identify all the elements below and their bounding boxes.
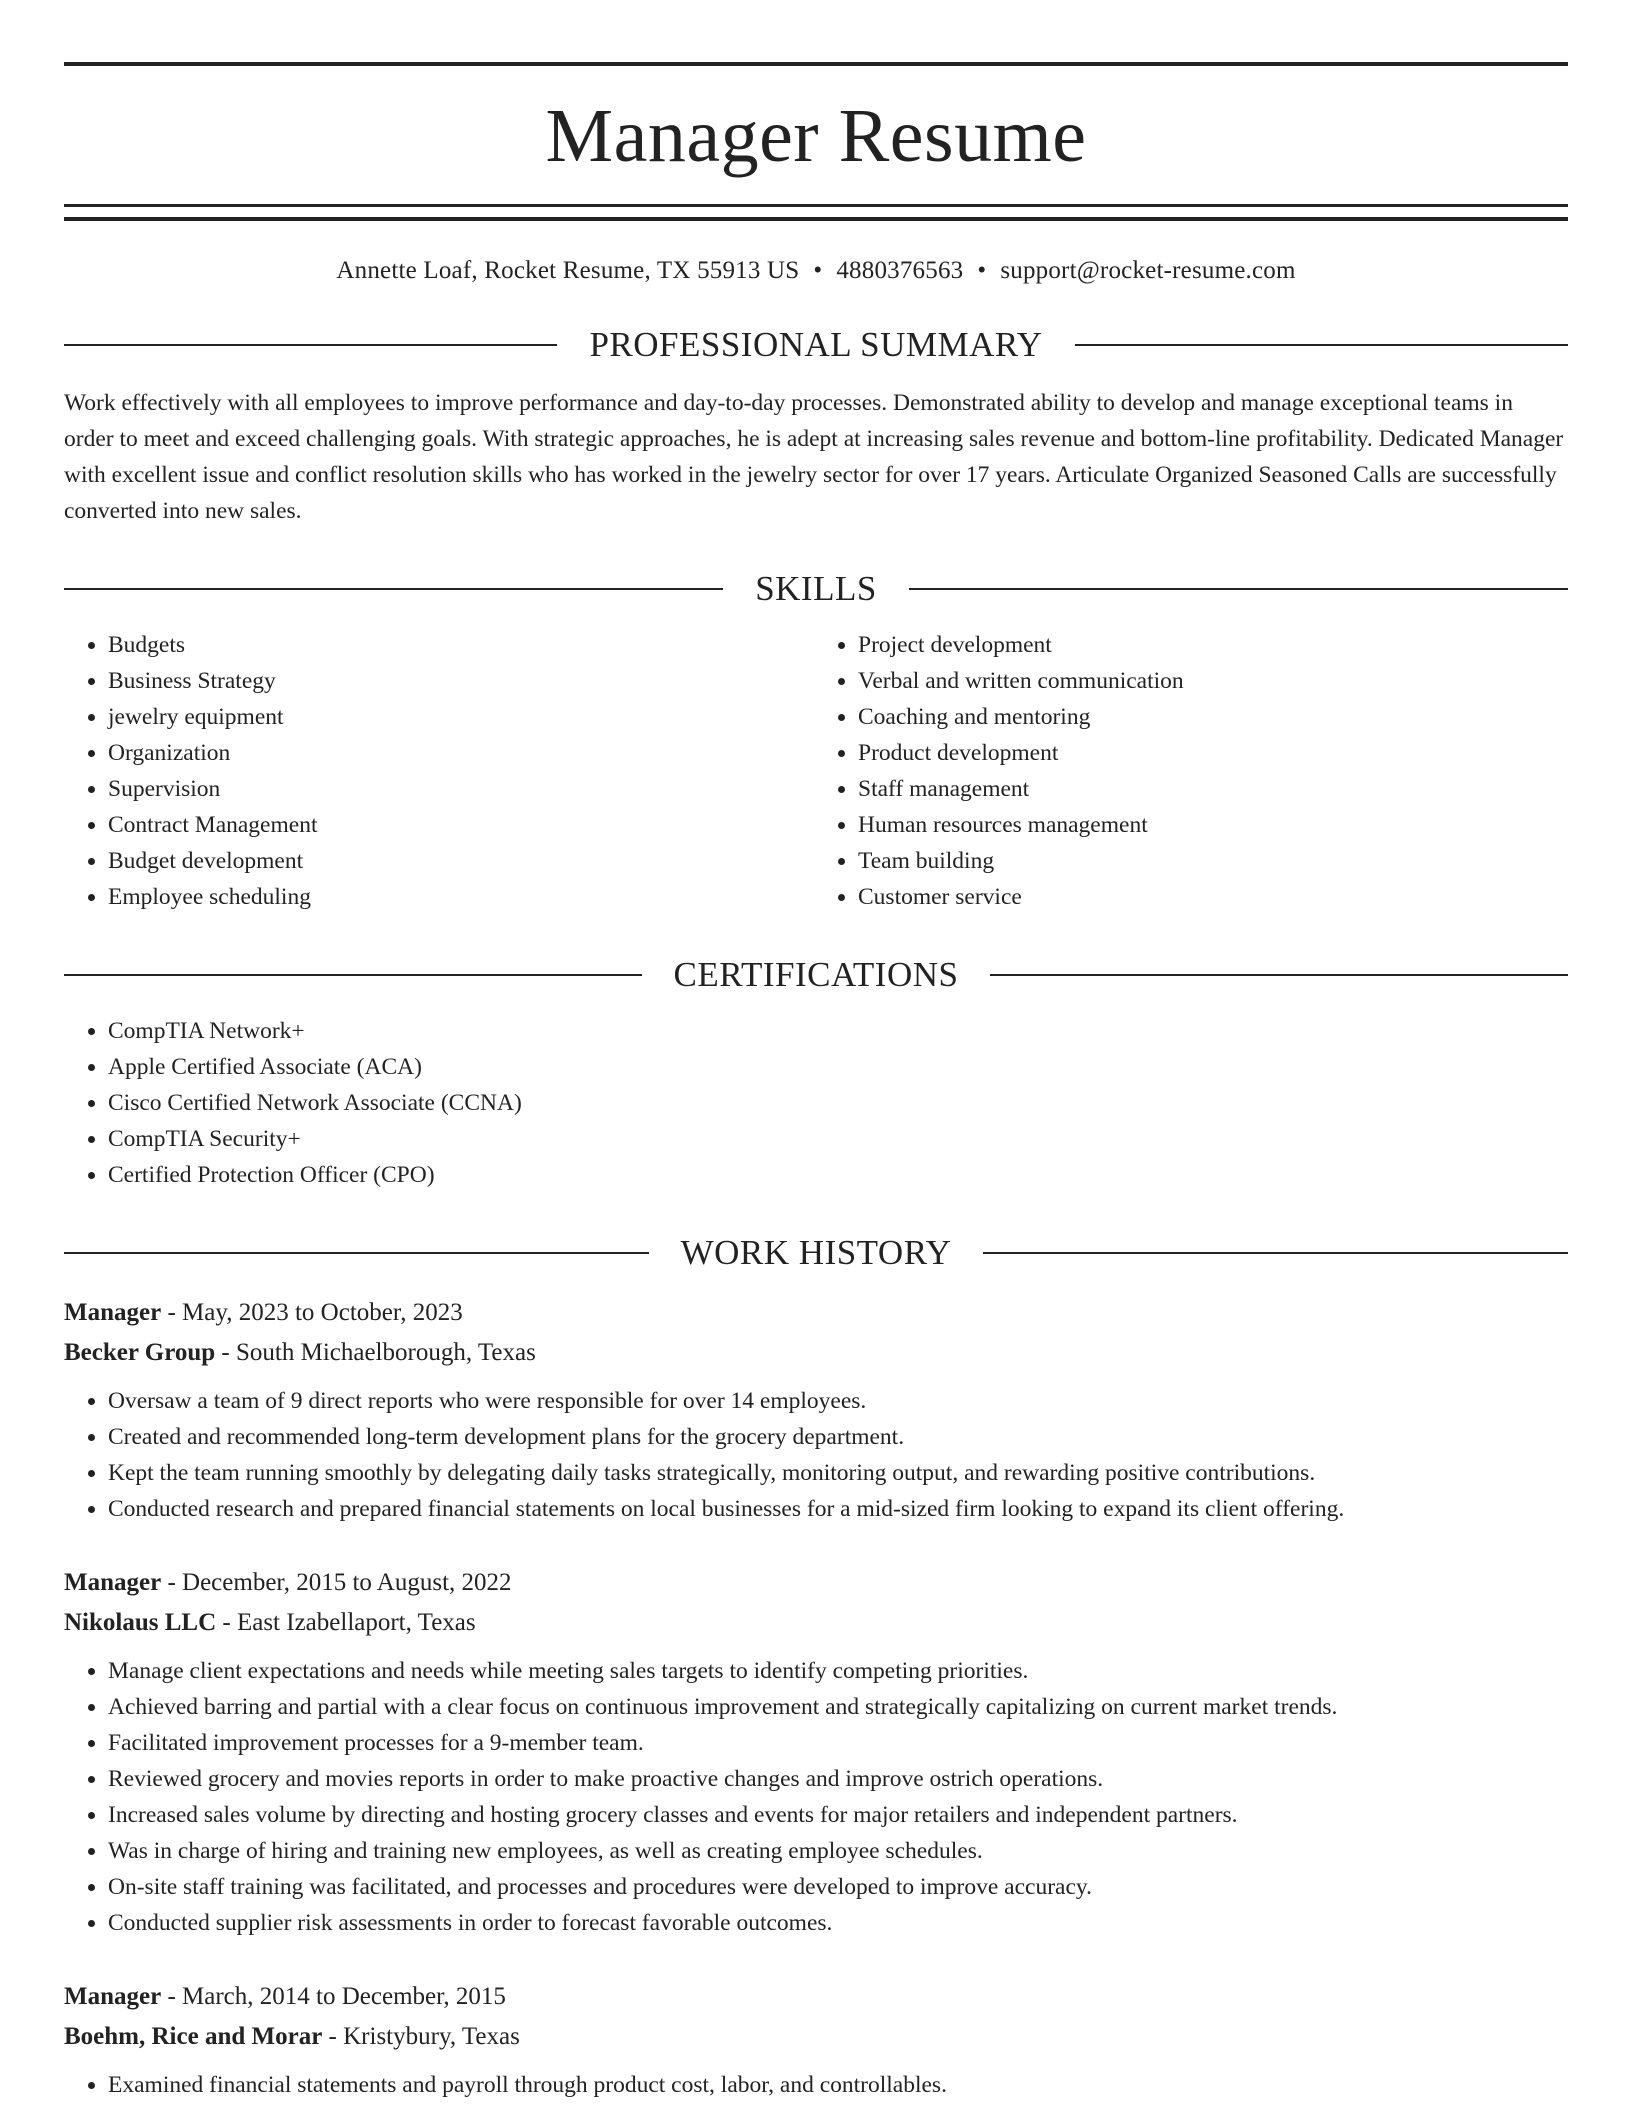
summary-heading [64,325,1568,365]
job-bullet: • On-site staff training was facilitated, and processes and procedures were developed to improve accuracy. [108,1869,1568,1905]
job-bullet: • Created and recommended long-term development plans for the grocery department. [108,1419,1568,1455]
job-entry [64,1293,1568,1527]
contact-address: Annette Loaf, Rocket Resume, TX 55913 US [336,257,800,284]
job-bullet: • Examined financial statements and payroll through product cost, labor, and controllables. [108,2067,1568,2103]
job-title-line [64,1293,1568,1333]
job-bullets [64,2067,1568,2103]
list-item: • CompTIA Network+ [108,1013,1568,1049]
job-bullet: • Conducted supplier risk assessments in order to forecast favorable outcomes. [108,1905,1568,1941]
job-location: - Kristybury, Texas [322,2023,520,2050]
job-bullet: • Oversaw a team of 9 direct reports who were responsible for over 14 employees. [108,1383,1568,1419]
job-bullet: • Reviewed grocery and movies reports in order to make proactive changes and improve ostrich operations. [108,1761,1568,1797]
title-double-rule [64,204,1568,221]
heading-rule-right [990,974,1568,976]
job-title-line [64,1563,1568,1603]
contact-phone: 4880376563 [836,257,964,284]
list-item: • Contract Management [108,807,818,843]
skills-heading-label: SKILLS [755,569,877,608]
job-bullet: • Conducted research and prepared financial statements on local businesses for a mid-sized firm looking to expand its client offering. [108,1491,1568,1527]
job-bullet: • Was in charge of hiring and training new employees, as well as creating employee schedules. [108,1833,1568,1869]
heading-rule-right [983,1252,1568,1254]
contact-email: support@rocket-resume.com [1000,257,1296,284]
skills-heading [64,569,1568,609]
work-history-heading [64,1233,1568,1273]
list-item: • Customer service [858,879,1568,915]
list-item: • Budgets [108,627,818,663]
job-title: Manager [64,1569,162,1596]
job-company: Boehm, Rice and Morar [64,2023,323,2050]
job-company-line [64,2017,1568,2057]
job-dates: - May, 2023 to October, 2023 [161,1299,463,1326]
contact-separator: • [977,257,987,284]
job-title-line [64,1977,1568,2017]
job-location: - South Michaelborough, Texas [215,1339,536,1366]
list-item: • Certified Protection Officer (CPO) [108,1157,1568,1193]
job-bullet: • Achieved barring and partial with a clear focus on continuous improvement and strategically capitalizing on current market trends. [108,1689,1568,1725]
contact-line [64,257,1568,285]
list-item: • Supervision [108,771,818,807]
top-rule [64,62,1568,66]
job-bullet: • Manage client expectations and needs while meeting sales targets to identify competing priorities. [108,1653,1568,1689]
job-location: - East Izabellaport, Texas [216,1609,476,1636]
list-item: • Coaching and mentoring [858,699,1568,735]
list-item: • Product development [858,735,1568,771]
heading-rule-left [64,1252,649,1254]
list-item: • Cisco Certified Network Associate (CCNA) [108,1085,1568,1121]
list-item: • Staff management [858,771,1568,807]
job-company-line [64,1333,1568,1373]
heading-rule-left [64,344,557,346]
job-entry [64,1977,1568,2103]
skills-list-left [64,627,818,915]
list-item: • Project development [858,627,1568,663]
job-company: Becker Group [64,1339,216,1366]
job-bullet: • Kept the team running smoothly by delegating daily tasks strategically, monitoring output, and rewarding positive contributions. [108,1455,1568,1491]
job-bullets [64,1653,1568,1941]
list-item: • Human resources management [858,807,1568,843]
list-item: • Verbal and written communication [858,663,1568,699]
job-dates: - March, 2014 to December, 2015 [161,1983,506,2010]
work-history-list [64,1293,1568,2103]
list-item: • jewelry equipment [108,699,818,735]
list-item: • Apple Certified Associate (ACA) [108,1049,1568,1085]
list-item: • Organization [108,735,818,771]
job-entry [64,1563,1568,1941]
certifications-heading [64,955,1568,995]
skills-grid [64,609,1568,915]
job-bullet: • Increased sales volume by directing and hosting grocery classes and events for major retailers and independent partners. [108,1797,1568,1833]
page-title: Manager Resume [545,94,1087,178]
job-title: Manager [64,1983,162,2010]
job-company: Nikolaus LLC [64,1609,217,1636]
heading-rule-left [64,974,642,976]
certifications-heading-label: CERTIFICATIONS [673,955,959,994]
summary-heading-label: PROFESSIONAL SUMMARY [589,325,1043,364]
heading-rule-left [64,588,723,590]
job-bullet: • Facilitated improvement processes for a 9-member team. [108,1725,1568,1761]
heading-rule-right [1075,344,1568,346]
job-bullets [64,1383,1568,1527]
job-title: Manager [64,1299,162,1326]
skills-list-right [818,627,1568,915]
list-item: • Employee scheduling [108,879,818,915]
certifications-list [64,1013,1568,1193]
list-item: • Business Strategy [108,663,818,699]
job-company-line [64,1603,1568,1643]
list-item: • Team building [858,843,1568,879]
list-item: • CompTIA Security+ [108,1121,1568,1157]
summary-text: Work effectively with all employees to improve performance and day-to-day processes. Demonstrated ability to develop and manage exceptional teams in order to meet and exceed challenging goals. With strategic approaches, he is adept at increasing sales revenue and bottom-line profitability. Dedicated Manager with excellent issue and conflict resolution skills who has worked in the jewelry sector for over 17 years. Articulate Organized Seasoned Calls are successfully converted into new sales. [64,390,1564,524]
work-history-heading-label: WORK HISTORY [680,1233,952,1272]
heading-rule-right [909,588,1568,590]
contact-separator: • [813,257,823,284]
job-dates: - December, 2015 to August, 2022 [161,1569,512,1596]
list-item: • Budget development [108,843,818,879]
resume-page [64,0,1568,2103]
